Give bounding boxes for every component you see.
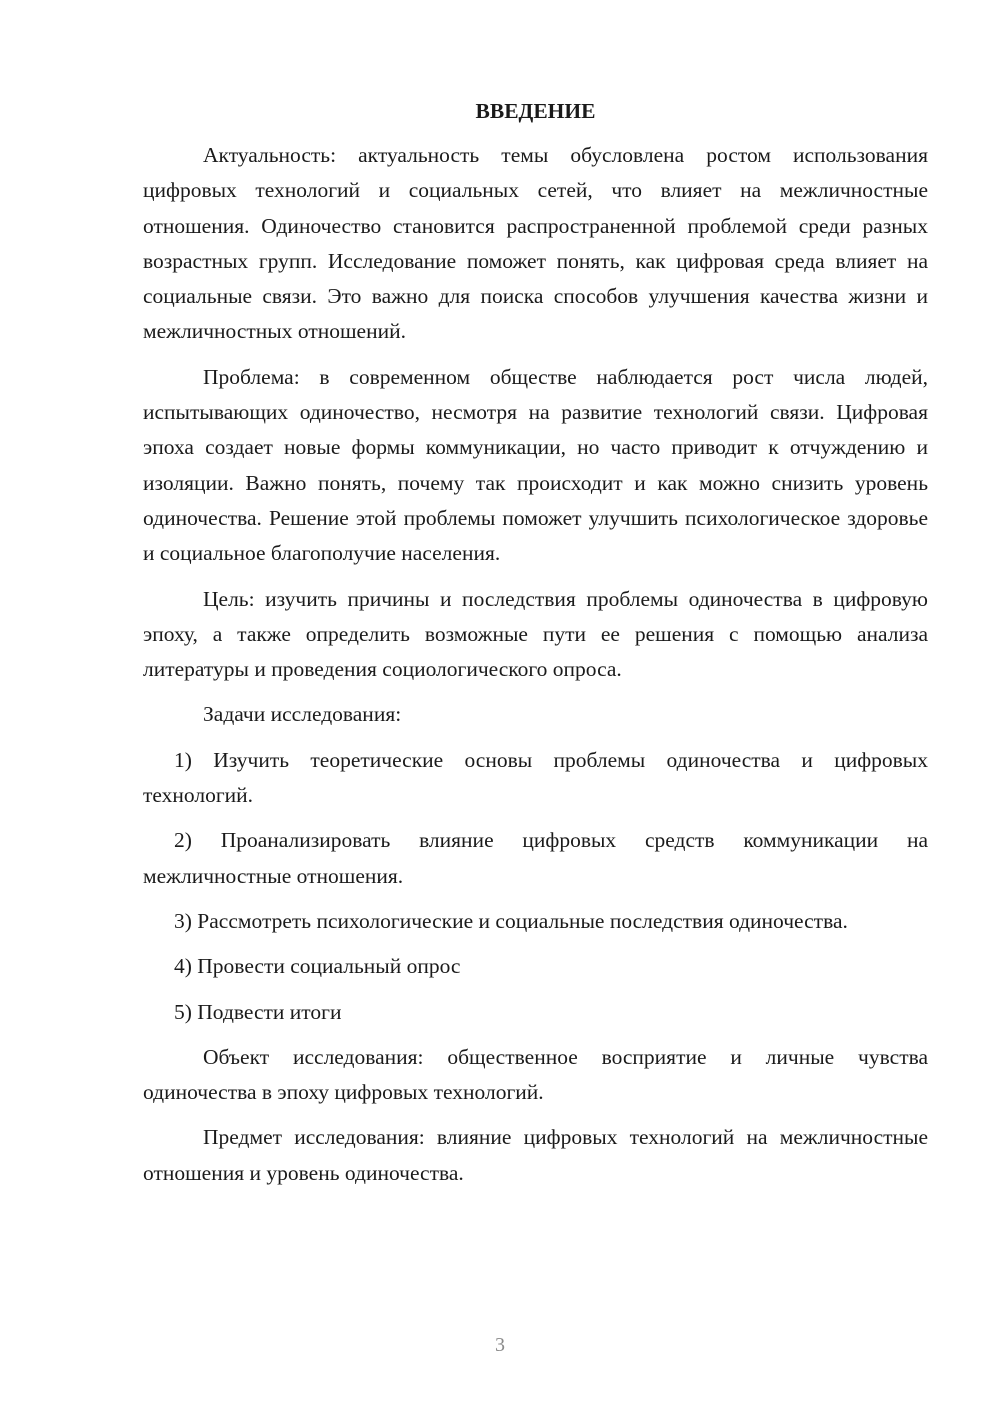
task-item: 1) Изучить теоретические основы проблемы одиночества и цифровых технологий.	[143, 747, 928, 808]
document-page	[143, 94, 928, 1201]
paragraph-tasks-heading: Задачи исследования:	[203, 702, 402, 727]
paragraph-relevance: Актуальность: актуальность темы обусловлена ростом использования цифровых технологий и социальных сетей, что влияет на межличностные отношения. Одиночество становится распространенной проблемой среди разных возрастных групп. Исследование поможет понять, как цифровая среда влияет на социальные связи. Это важно для поиска способов улучшения качества жизни и межличностных отношений.	[143, 143, 928, 344]
paragraph-goal: Цель: изучить причины и последствия проблемы одиночества в цифровую эпоху, а также определить возможные пути ее решения с помощью анализа литературы и проведения социологического опроса.	[143, 586, 928, 682]
task-item: 5) Подвести итоги	[174, 999, 342, 1024]
section-title: ВВЕДЕНИЕ	[475, 99, 596, 123]
paragraph-subject: Предмет исследования: влияние цифровых технологий на межличностные отношения и уровень одиночества.	[143, 1125, 928, 1185]
task-item: 2) Проанализировать влияние цифровых средств коммуникации на межличностные отношения.	[143, 828, 928, 888]
paragraph-problem: Проблема: в современном обществе наблюдается рост числа людей, испытывающих одиночество, несмотря на развитие технологий связи. Цифровая эпоха создает новые формы коммуникации, но часто приводит к отчуждению и изоляции. Важно понять, почему так происходит и как можно снизить уровень одиночества. Решение этой проблемы поможет улучшить психологическое здоровье и социальное благополучие населения.	[143, 364, 928, 566]
paragraph-object: Объект исследования: общественное восприятие и личные чувства одиночества в эпоху цифровых технологий.	[143, 1044, 928, 1105]
task-item: 3) Рассмотреть психологические и социальные последствия одиночества.	[174, 908, 848, 933]
task-item: 4) Провести социальный опрос	[174, 954, 461, 979]
page-number: 3	[495, 1334, 505, 1356]
